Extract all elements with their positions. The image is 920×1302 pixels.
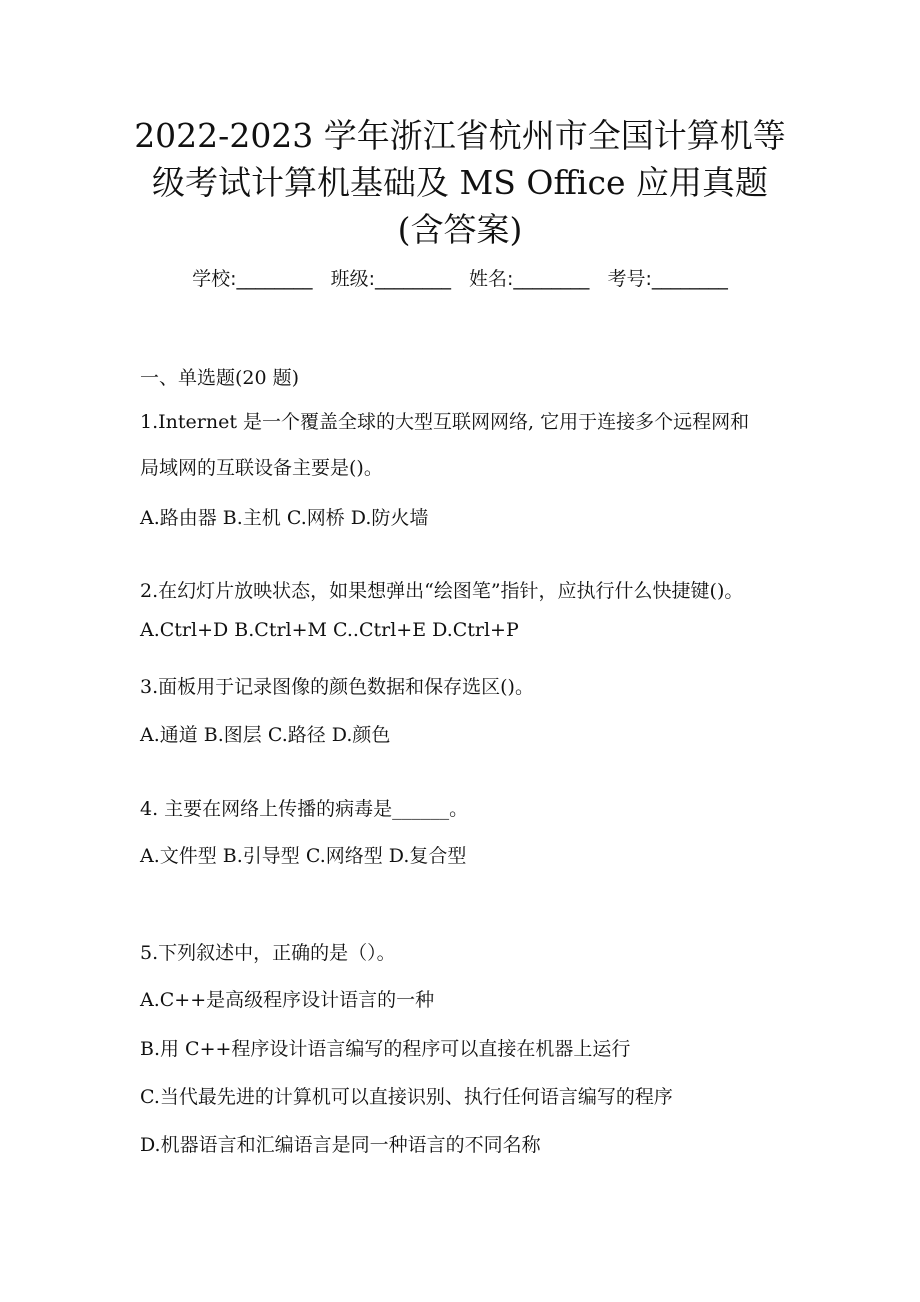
question-1-stem-line-2: 局域网的互联设备主要是()。 bbox=[140, 457, 383, 479]
question-5-option-b: B.用 C++程序设计语言编写的程序可以直接在机器上运行 bbox=[140, 1038, 631, 1060]
question-5-option-c: C.当代最先进的计算机可以直接识别、执行任何语言编写的程序 bbox=[140, 1086, 673, 1108]
question-1-options: A.路由器 B.主机 C.网桥 D.防火墙 bbox=[140, 507, 429, 529]
exam-number-field: 考号:________ bbox=[607, 268, 728, 290]
title-line-3: (含答案) bbox=[397, 210, 523, 249]
title-line-2: 级考试计算机基础及 MS Office 应用真题 bbox=[152, 163, 768, 202]
question-4-options: A.文件型 B.引导型 C.网络型 D.复合型 bbox=[140, 845, 467, 867]
question-2-options: A.Ctrl+D B.Ctrl+M C..Ctrl+E D.Ctrl+P bbox=[140, 619, 519, 641]
question-3-stem: 3.面板用于记录图像的颜色数据和保存选区()。 bbox=[140, 676, 534, 698]
class-field: 班级:________ bbox=[330, 268, 451, 290]
question-1-stem-line-1: 1.Internet 是一个覆盖全球的大型互联网网络, 它用于连接多个远程网和 bbox=[140, 411, 750, 433]
question-5-option-d: D.机器语言和汇编语言是同一种语言的不同名称 bbox=[140, 1134, 541, 1156]
question-4-stem: 4. 主要在网络上传播的病毒是______。 bbox=[140, 798, 469, 820]
question-3-options: A.通道 B.图层 C.路径 D.颜色 bbox=[140, 724, 391, 746]
student-info-line bbox=[60, 264, 860, 294]
title-line-1: 2022-2023 学年浙江省杭州市全国计算机等 bbox=[134, 116, 786, 155]
question-5-option-a: A.C++是高级程序设计语言的一种 bbox=[140, 989, 435, 1011]
name-field: 姓名:________ bbox=[469, 268, 590, 290]
section-heading: 一、单选题(20 题) bbox=[140, 367, 300, 389]
school-field: 学校:________ bbox=[192, 268, 313, 290]
question-2-stem: 2.在幻灯片放映状态，如果想弹出“绘图笔”指针，应执行什么快捷键()。 bbox=[140, 580, 744, 602]
question-5-stem: 5.下列叙述中，正确的是（）。 bbox=[140, 942, 396, 964]
document-title bbox=[60, 112, 860, 253]
